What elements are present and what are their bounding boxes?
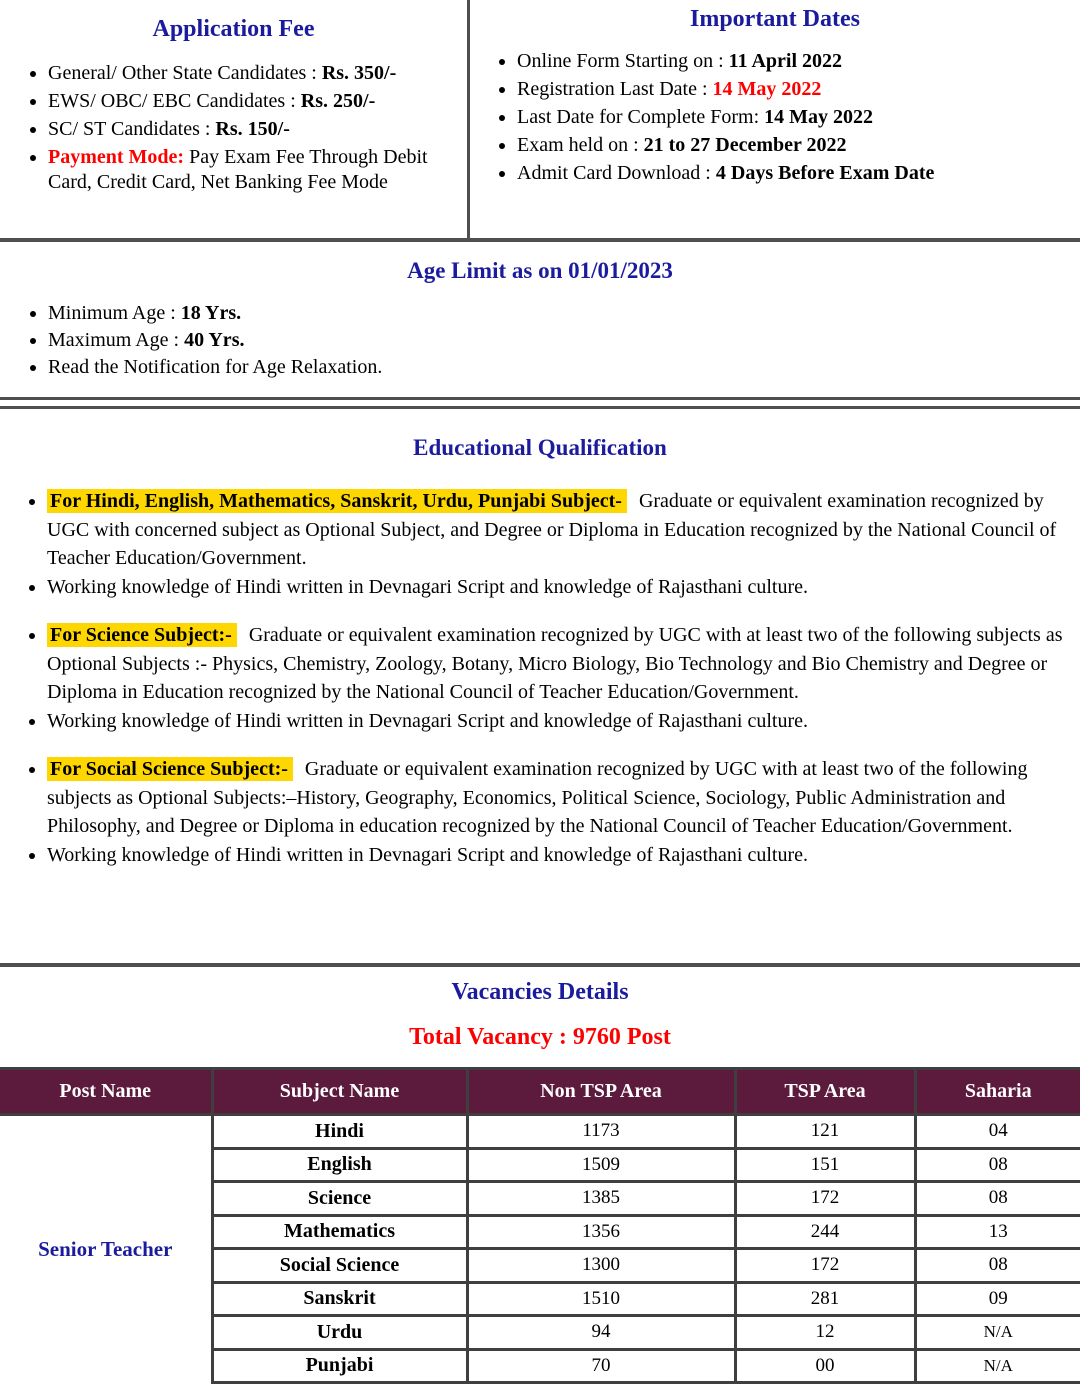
qualification-text: Graduate or equivalent examination recognized by UGC with at least two of the following subjects as Optional Subjects:–History, Geography, Economics, Political Science, Sociology, Public Administration and Philosophy, and Degree or Diploma in education recognized by the National Council of Teacher Education/Government. [47,758,1028,837]
header-saharia: Saharia [915,1069,1080,1115]
educational-qualification-title: Educational Qualification [413,435,667,460]
tsp-cell: 00 [735,1349,915,1383]
fee-item-sc-st [48,117,467,142]
subject-cell: Urdu [212,1316,467,1350]
total-vacancy: Total Vacancy : 9760 Post [409,1024,671,1050]
subject-cell: Mathematics [212,1215,467,1249]
fee-item-payment-mode [48,145,467,195]
vacancies-section [0,967,1080,1384]
date-item-complete-form [517,105,1080,130]
saharia-cell: 13 [915,1215,1080,1249]
age-item-label: Minimum Age : [48,302,181,324]
payment-mode-text: Pay Exam Fee Through Debit Card, Credit Card, Net Banking Fee Mode [48,146,428,193]
saharia-cell: 08 [915,1249,1080,1283]
subject-cell: Sanskrit [212,1282,467,1316]
fee-item-general [48,61,467,86]
non-tsp-cell: 70 [467,1349,735,1383]
tsp-cell: 281 [735,1282,915,1316]
qualification-group-hindi-english [0,487,1080,601]
date-item-label: Last Date for Complete Form: [517,106,765,128]
non-tsp-cell: 94 [467,1316,735,1350]
date-item-value: 4 Days Before Exam Date [715,162,935,184]
age-limit-section [0,242,1080,400]
saharia-cell: 08 [915,1148,1080,1182]
qualification-group-social-science [0,755,1080,869]
qualification-item [47,621,1080,707]
age-item-minimum [48,300,1080,326]
age-item-value: 18 Yrs. [180,302,242,324]
application-fee-list [0,61,467,195]
tsp-cell: 12 [735,1316,915,1350]
qualification-note: • Working knowledge of Hindi written in Devnagari Script and knowledge of Rajasthani culture. [47,573,1080,602]
date-item-label: Admit Card Download : [517,162,716,184]
age-item-maximum [48,327,1080,353]
fee-item-amount: Rs. 350/- [321,62,397,84]
subject-cell: Punjabi [212,1349,467,1383]
subject-cell: Social Science [212,1249,467,1283]
date-item-admit-card [517,161,1080,186]
date-item-value: 14 May 2022 [764,106,874,128]
non-tsp-cell: 1385 [467,1182,735,1216]
non-tsp-cell: 1356 [467,1215,735,1249]
educational-qualification-section [0,406,1080,967]
header-tsp-area: TSP Area [735,1069,915,1115]
saharia-cell: 09 [915,1282,1080,1316]
qualification-text: Graduate or equivalent examination recognized by UGC with concerned subject as Optional Subject, and Degree or Diploma in Education recognized by the National Council of Teacher Education/Government. [47,490,1057,569]
fee-item-amount: Rs. 150/- [215,118,290,140]
age-item-value: 40 Yrs. [184,329,245,351]
saharia-cell: 04 [915,1115,1080,1149]
fee-and-dates-section [0,0,1080,242]
qualification-note: • Working knowledge of Hindi written in Devnagari Script and knowledge of Rajasthani culture. [47,707,1080,736]
date-item-exam [517,133,1080,158]
tsp-cell: 172 [735,1182,915,1216]
table-header-row [0,1069,1080,1115]
important-dates-title: Important Dates [690,6,860,32]
date-item-value: 14 May 2022 [712,78,822,100]
date-item-label: Exam held on : [517,134,644,156]
subject-highlight: For Science Subject:- [47,623,237,647]
tsp-cell: 172 [735,1249,915,1283]
subject-cell: Science [212,1182,467,1216]
important-dates-panel [470,0,1080,238]
non-tsp-cell: 1510 [467,1282,735,1316]
age-limit-list [0,300,1080,380]
qualification-item [47,755,1080,841]
fee-item-label: General/ Other State Candidates : [48,62,322,84]
date-item-value: 21 to 27 December 2022 [643,134,847,156]
age-item-relaxation [48,354,1080,380]
post-name-cell: Senior Teacher [0,1115,212,1383]
qualification-text: Graduate or equivalent examination recognized by UGC with at least two of the following subjects as Optional Subjects :- Physics, Chemistry, Zoology, Botany, Micro Biology, Bio Technology and Bio Chemistry and Degree or Diploma in Education recognized by the National Council of Teacher Education/Government. [47,624,1063,703]
table-row [0,1115,1080,1149]
header-post-name: Post Name [0,1069,212,1115]
date-item-start [517,49,1080,74]
important-dates-list [470,49,1080,186]
fee-item-ews-obc [48,89,467,114]
subject-highlight: For Hindi, English, Mathematics, Sanskrit, Urdu, Punjabi Subject- [47,489,627,513]
header-subject-name: Subject Name [212,1069,467,1115]
age-item-label: Maximum Age : [48,329,185,351]
tsp-cell: 244 [735,1215,915,1249]
subject-cell: English [212,1148,467,1182]
saharia-cell: N/A [915,1349,1080,1383]
header-non-tsp-area: Non TSP Area [467,1069,735,1115]
application-fee-panel [0,0,470,238]
subject-cell: Hindi [212,1115,467,1149]
non-tsp-cell: 1300 [467,1249,735,1283]
qualification-group-science [0,621,1080,735]
application-fee-title: Application Fee [152,16,315,42]
date-item-label: Online Form Starting on : [517,50,729,72]
subject-highlight: For Social Science Subject:- [47,757,293,781]
non-tsp-cell: 1173 [467,1115,735,1149]
vacancies-title: Vacancies Details [451,979,629,1005]
date-item-label: Registration Last Date : [517,78,713,100]
qualification-note: • Working knowledge of Hindi written in Devnagari Script and knowledge of Rajasthani culture. [47,841,1080,870]
tsp-cell: 121 [735,1115,915,1149]
non-tsp-cell: 1509 [467,1148,735,1182]
qualification-item [47,487,1080,573]
tsp-cell: 151 [735,1148,915,1182]
saharia-cell: 08 [915,1182,1080,1216]
fee-item-label: SC/ ST Candidates : [48,118,216,140]
fee-item-amount: Rs. 250/- [300,90,376,112]
payment-mode-label: Payment Mode: [48,146,185,168]
saharia-cell: N/A [915,1316,1080,1350]
vacancies-table [0,1067,1080,1384]
date-item-registration-last [517,77,1080,102]
age-item-label: Read the Notification for Age Relaxation. [48,356,383,378]
fee-item-label: EWS/ OBC/ EBC Candidates : [48,90,301,112]
age-limit-title: Age Limit as on 01/01/2023 [407,258,673,283]
date-item-value: 11 April 2022 [728,50,843,72]
